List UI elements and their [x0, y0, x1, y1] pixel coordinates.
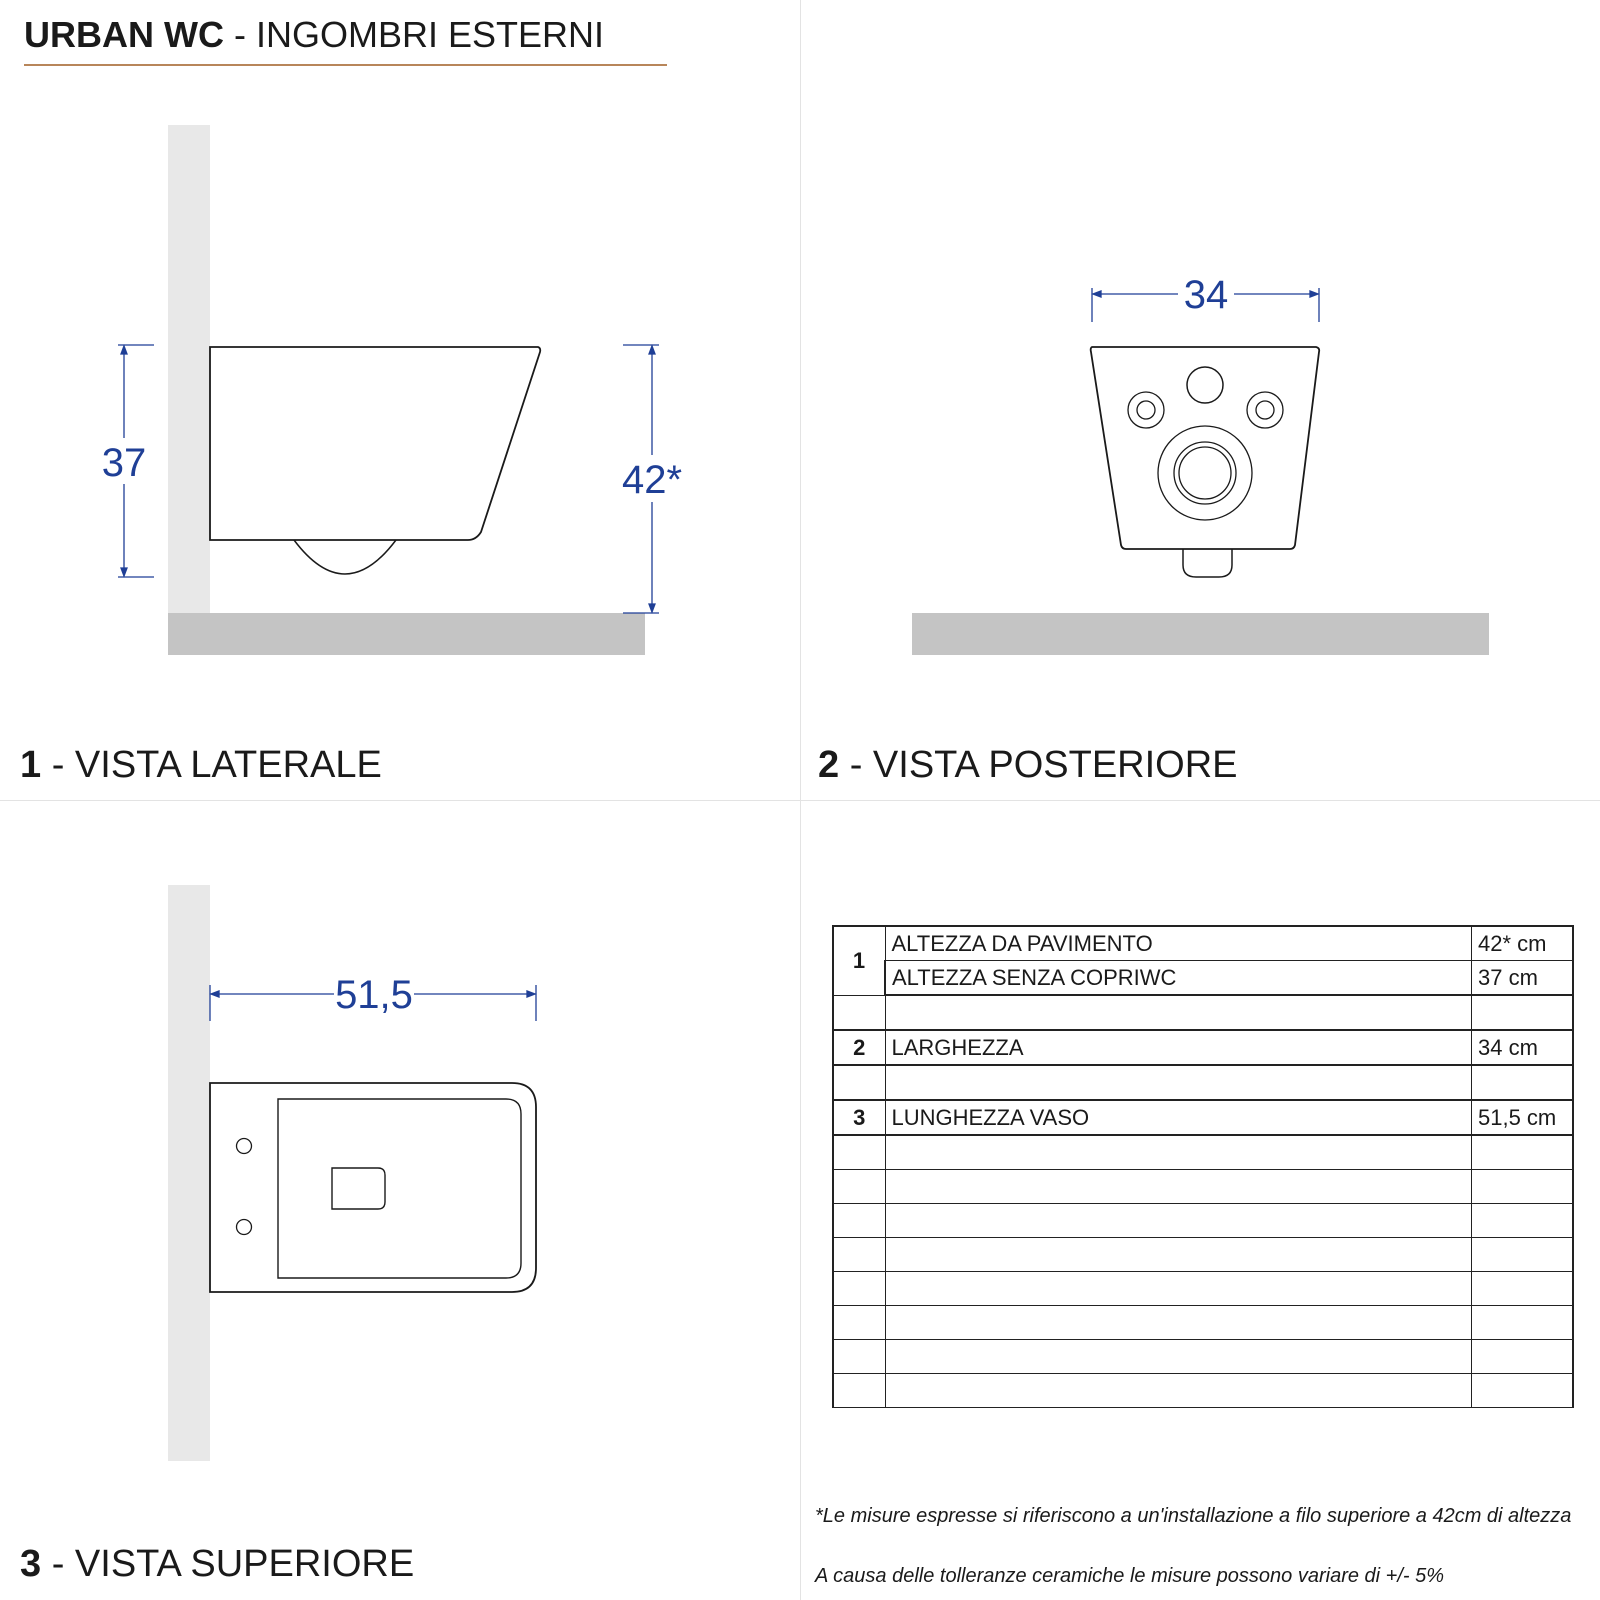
- table-row: [833, 1170, 1573, 1204]
- rear-bowl-outline: [1091, 347, 1320, 549]
- caption-top-view: [20, 1543, 414, 1586]
- table-row: [833, 961, 1573, 996]
- tolerance-note: A causa delle tolleranze ceramiche le misure possono variare di +/- 5%: [815, 1565, 1445, 1587]
- install-note: *Le misure espresse si riferiscono a un'installazione a filo superiore a 42cm di altezza: [815, 1505, 1572, 1527]
- row-number: [833, 1272, 885, 1306]
- table-row: [833, 1238, 1573, 1272]
- row-value: [1472, 1204, 1574, 1238]
- row-label: [885, 1238, 1472, 1272]
- row-value: [1472, 1170, 1574, 1204]
- row-label: [885, 1272, 1472, 1306]
- rear-drain: [1183, 549, 1232, 577]
- row-value: [1472, 1238, 1574, 1272]
- row-label: [885, 1170, 1472, 1204]
- row-value: [1472, 1340, 1574, 1374]
- table-row: [833, 1135, 1573, 1170]
- top-wall: [168, 885, 210, 1461]
- caption-top-label: - VISTA SUPERIORE: [41, 1543, 415, 1585]
- row-number: [833, 1204, 885, 1238]
- row-number: [833, 1135, 885, 1170]
- row-value: 51,5 cm: [1472, 1100, 1574, 1135]
- table-row: [833, 926, 1573, 961]
- title-product: URBAN WC: [24, 14, 224, 55]
- spec-table: [832, 925, 1574, 1408]
- top-bowl-outline: [210, 1083, 536, 1292]
- table-row: [833, 1272, 1573, 1306]
- row-label: [885, 1065, 1472, 1100]
- row-number: 2: [833, 1030, 885, 1065]
- side-drain: [294, 540, 396, 574]
- caption-top-num: 3: [20, 1543, 42, 1585]
- row-value: [1472, 1374, 1574, 1408]
- row-value: 37 cm: [1472, 961, 1574, 996]
- row-value: [1472, 1065, 1574, 1100]
- table-row: [833, 1374, 1573, 1408]
- table-row: [833, 1030, 1573, 1065]
- dimension-34: 34: [1183, 273, 1229, 317]
- row-number: 3: [833, 1100, 885, 1135]
- row-number: [833, 1065, 885, 1100]
- top-view-drawing: [168, 885, 536, 1461]
- title-subtitle: - INGOMBRI ESTERNI: [223, 14, 604, 55]
- row-value: [1472, 1135, 1574, 1170]
- table-row: [833, 1340, 1573, 1374]
- row-number: [833, 995, 885, 1030]
- row-value: [1472, 1306, 1574, 1340]
- table-row: [833, 1065, 1573, 1100]
- dimension-37: 37: [101, 441, 147, 485]
- caption-side-label: - VISTA LATERALE: [41, 744, 382, 786]
- row-number: [833, 1340, 885, 1374]
- row-label: [885, 1204, 1472, 1238]
- row-value: 34 cm: [1472, 1030, 1574, 1065]
- row-label: LUNGHEZZA VASO: [885, 1100, 1472, 1135]
- row-label: [885, 995, 1472, 1030]
- caption-side-num: 1: [20, 744, 42, 786]
- table-row: [833, 1306, 1573, 1340]
- caption-rear-num: 2: [818, 744, 840, 786]
- caption-side-view: [20, 744, 382, 787]
- row-label: [885, 1374, 1472, 1408]
- dimension-51-5: 51,5: [335, 973, 413, 1017]
- row-label: [885, 1306, 1472, 1340]
- table-row: [833, 995, 1573, 1030]
- side-bowl-outline: [210, 347, 540, 540]
- rear-view-drawing: [912, 273, 1489, 655]
- row-number: [833, 1170, 885, 1204]
- side-view-drawing: [102, 125, 682, 655]
- row-number: [833, 1238, 885, 1272]
- row-number: [833, 1374, 885, 1408]
- row-number: 1: [833, 926, 885, 995]
- dimension-42: 42*: [621, 458, 683, 502]
- row-label: [885, 1135, 1472, 1170]
- row-label: [885, 1340, 1472, 1374]
- rear-floor: [912, 613, 1489, 655]
- row-number: [833, 1306, 885, 1340]
- row-label: LARGHEZZA: [885, 1030, 1472, 1065]
- row-value: 42* cm: [1472, 926, 1574, 961]
- row-value: [1472, 995, 1574, 1030]
- table-row: [833, 1204, 1573, 1238]
- caption-rear-view: [818, 744, 1238, 787]
- row-label: ALTEZZA SENZA COPRIWC: [885, 961, 1472, 996]
- table-row: [833, 1100, 1573, 1135]
- side-floor: [168, 613, 645, 655]
- caption-rear-label: - VISTA POSTERIORE: [839, 744, 1238, 786]
- row-label: ALTEZZA DA PAVIMENTO: [885, 926, 1472, 961]
- side-wall: [168, 125, 210, 615]
- row-value: [1472, 1272, 1574, 1306]
